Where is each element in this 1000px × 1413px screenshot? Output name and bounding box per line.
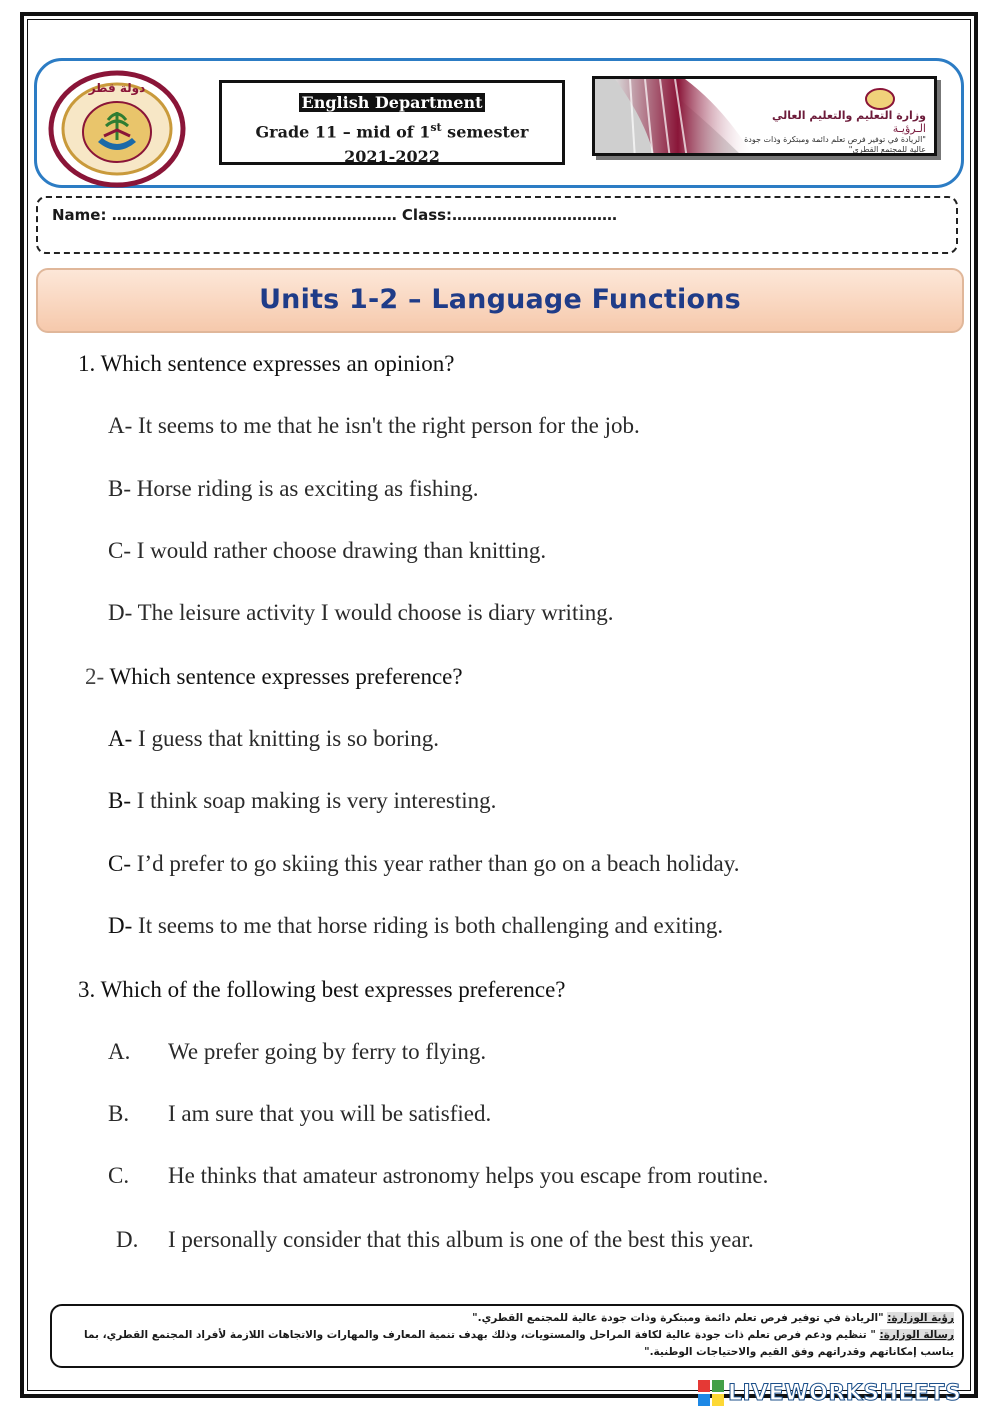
question-2-option-c[interactable]: C- I’d prefer to go skiing this year rather than go on a beach holiday. [108,851,740,876]
vision-line: رؤية الوزارة: "الريادة في توفير فرص تعلم دائمة ومبتكرة وذات جودة عالية للمجتمع القطري." [472,1312,954,1324]
department-label: English Department [299,93,486,112]
question-1-option-d[interactable]: D- The leisure activity I would choose is diary writing. [108,600,614,625]
ministry-vision-footer [50,1304,964,1368]
year-label: 2021-2022 [344,147,440,167]
question-1: 1. Which sentence expresses an opinion? [78,351,455,376]
student-info-field[interactable] [36,196,958,254]
liveworksheets-logo-icon [698,1380,724,1406]
question-2-option-b[interactable]: B- I think soap making is very interesting. [108,788,497,813]
question-2: 2- Which sentence expresses preference? [85,664,463,689]
question-2-option-d[interactable]: D- It seems to me that horse riding is both challenging and exiting. [108,913,724,938]
question-3-option-b[interactable]: B. I am sure that you will be satisfied. [108,1101,492,1126]
question-3-option-a[interactable]: A. We prefer going by ferry to flying. [108,1039,487,1064]
page-title: Units 1-2 – Language Functions [36,268,964,333]
liveworksheets-watermark: LIVEWORKSHEETS [698,1378,961,1408]
question-3-option-c[interactable]: C. He thinks that amateur astronomy helps you escape from routine. [108,1163,769,1188]
question-1-option-a[interactable]: A- It seems to me that he isn't the right person for the job. [108,413,640,438]
question-1-option-c[interactable]: C- I would rather choose drawing than knitting. [108,538,547,563]
exam-title-box [219,80,565,165]
school-seal-logo [48,70,186,188]
mission-line: رسالة الوزارة: " تنظيم ودعم فرص تعلم ذات جودة عالية لكافة المراحل والمستويات، وذلك بهدف تنمية المعارف والمهارات والاتجاهات اللازمة لأفراد المجتمع القطري، بما [84,1329,954,1341]
ministry-banner [592,76,937,156]
svg-text:دولة قطر: دولة قطر [88,81,146,95]
ministry-text: وزارة التعليم والتعليم العالي الـرؤيـة "الريادة في توفير فرص تعلم دائمة ومبتكرة وذات جودة عالية للمجتمع القطري" [744,109,926,154]
grade-label: Grade 11 – mid of 1st semester [255,121,529,142]
question-3: 3. Which of the following best expresses preference? [78,977,566,1002]
question-3-option-d[interactable]: D. I personally consider that this album is one of the best this year. [116,1227,754,1252]
name-class-label: Name: ………………………………………………… Class:…………………………… [52,206,618,224]
question-2-option-a[interactable]: A- I guess that knitting is so boring. [108,726,439,751]
question-1-option-b[interactable]: B- Horse riding is as exciting as fishing. [108,476,479,501]
ministry-emblem-icon [866,89,894,109]
mission-line-2: يناسب إمكاناتهم وقدراتهم وفق القيم والاحتياجات الوطنية." [644,1346,954,1358]
